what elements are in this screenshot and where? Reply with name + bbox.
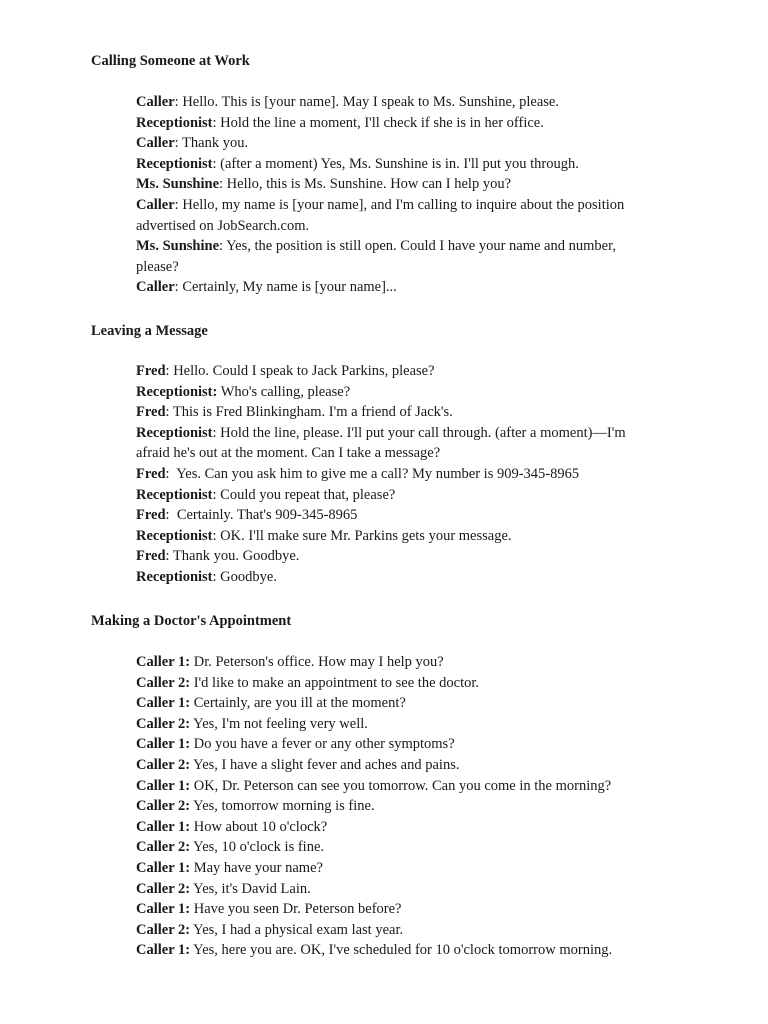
section-title-calling-someone-at-work: Calling Someone at Work (91, 53, 250, 69)
dialog-line (136, 402, 656, 423)
dialog-line (136, 92, 656, 113)
speaker-name: Caller 2: (136, 880, 191, 897)
speaker-name: Caller (136, 279, 175, 296)
speaker-name: Caller 1: (136, 942, 191, 959)
dialog-line (136, 526, 656, 547)
speaker-name: Caller (136, 94, 175, 110)
speaker-name: Caller (136, 196, 175, 213)
speaker-name: Ms. Sunshine (136, 176, 220, 193)
speaker-name: Caller 2: (136, 715, 191, 732)
speaker-name: Caller (136, 135, 175, 152)
speaker-separator: : (212, 424, 217, 441)
speaker-name: Caller 1: (136, 695, 191, 712)
speaker-name: Caller 2: (136, 921, 191, 938)
line-text: Could you repeat that, please? (216, 486, 396, 503)
line-text: Thank you. (178, 135, 249, 152)
dialog-line (136, 817, 656, 838)
line-text: Hold the line, please. I'll put your call through. (after a moment)—I'm afraid he's out at the moment. Can I take a message? (136, 424, 626, 462)
dialog-line (136, 195, 656, 236)
dialog-line (136, 652, 656, 673)
dialog-line (136, 423, 656, 464)
line-text: Certainly. That's 909-345-8965 (169, 507, 358, 524)
dialog-leaving-a-message (136, 361, 656, 588)
speaker-separator: : (219, 238, 224, 255)
speaker-separator: : (212, 155, 217, 172)
line-text: Dr. Peterson's office. How may I help you? (190, 654, 444, 670)
line-text: OK. I'll make sure Mr. Parkins gets your message. (216, 527, 512, 544)
speaker-name: Receptionist: (136, 383, 218, 400)
line-text: Yes, tomorrow morning is fine. (190, 798, 375, 815)
line-text: May have your name? (190, 859, 323, 876)
speaker-name: Fred (136, 507, 166, 524)
speaker-name: Receptionist (136, 424, 213, 441)
dialog-line (136, 920, 656, 941)
dialog-line (136, 133, 656, 154)
dialog-line (136, 382, 656, 403)
dialog-line (136, 899, 656, 920)
dialog-line (136, 673, 656, 694)
speaker-name: Receptionist (136, 486, 213, 503)
line-text: Thank you. Goodbye. (169, 548, 300, 565)
dialog-line (136, 505, 656, 526)
dialog-line (136, 858, 656, 879)
dialog-line (136, 236, 656, 277)
speaker-name: Fred (136, 465, 166, 482)
dialog-line (136, 154, 656, 175)
speaker-separator: : (174, 196, 179, 213)
speaker-name: Caller 1: (136, 901, 191, 918)
line-text: Do you have a fever or any other symptoms? (190, 736, 455, 753)
speaker-name: Caller 2: (136, 674, 191, 691)
speaker-separator: : (165, 465, 170, 482)
speaker-separator: : (165, 507, 170, 524)
speaker-name: Caller 2: (136, 756, 191, 773)
speaker-name: Caller 2: (136, 839, 191, 856)
speaker-name: Receptionist (136, 527, 213, 544)
dialog-line (136, 734, 656, 755)
line-text: How about 10 o'clock? (190, 818, 328, 835)
line-text: Hello, my name is [your name], and I'm calling to inquire about the position advertised on JobSearch.com. (136, 196, 625, 234)
speaker-name: Receptionist (136, 114, 213, 131)
speaker-separator: : (212, 527, 217, 544)
dialog-line (136, 361, 656, 382)
line-text: Yes, it's David Lain. (190, 880, 311, 897)
dialog-line (136, 567, 656, 588)
speaker-name: Caller 1: (136, 818, 191, 835)
speaker-name: Caller 1: (136, 777, 191, 794)
speaker-name: Caller 1: (136, 736, 191, 753)
speaker-separator: : (212, 568, 217, 585)
speaker-name: Ms. Sunshine (136, 238, 220, 255)
speaker-separator: : (212, 486, 217, 503)
section-title-leaving-a-message: Leaving a Message (91, 323, 208, 339)
line-text: Yes, here you are. OK, I've scheduled for 10 o'clock tomorrow morning. (190, 942, 613, 959)
dialog-line (136, 879, 656, 900)
dialog-line (136, 755, 656, 776)
line-text: I'd like to make an appointment to see the doctor. (190, 674, 480, 691)
line-text: Yes. Can you ask him to give me a call? My number is 909-345-8965 (169, 465, 580, 482)
line-text: Who's calling, please? (217, 383, 351, 400)
speaker-separator: : (219, 176, 224, 193)
line-text: Goodbye. (216, 568, 277, 585)
dialog-line (136, 837, 656, 858)
speaker-name: Fred (136, 548, 166, 565)
line-text: Yes, I had a physical exam last year. (190, 921, 404, 938)
speaker-separator: : (174, 94, 179, 110)
line-text: Yes, the position is still open. Could I have your name and number, please? (136, 238, 616, 275)
dialog-line (136, 277, 656, 298)
speaker-separator: : (165, 363, 170, 379)
dialog-line (136, 796, 656, 817)
speaker-separator: : (174, 135, 179, 152)
speaker-name: Caller 2: (136, 798, 191, 815)
speaker-name: Fred (136, 363, 166, 379)
speaker-name: Caller 1: (136, 654, 191, 670)
speaker-separator: : (212, 114, 217, 131)
dialog-line (136, 546, 656, 567)
dialog-line (136, 174, 656, 195)
section-title-making-a-doctors-appointment: Making a Doctor's Appointment (91, 613, 292, 629)
dialog-line (136, 464, 656, 485)
line-text: Hello, this is Ms. Sunshine. How can I help you? (223, 176, 512, 193)
line-text: Certainly, are you ill at the moment? (190, 695, 406, 712)
line-text: Yes, 10 o'clock is fine. (190, 839, 325, 856)
line-text: Yes, I have a slight fever and aches and pains. (190, 756, 460, 773)
speaker-name: Caller 1: (136, 859, 191, 876)
speaker-separator: : (165, 404, 170, 421)
speaker-name: Receptionist (136, 568, 213, 585)
dialog-line (136, 940, 656, 961)
speaker-name: Fred (136, 404, 166, 421)
line-text: OK, Dr. Peterson can see you tomorrow. Can you come in the morning? (190, 777, 612, 794)
dialog-making-a-doctors-appointment (136, 652, 656, 961)
dialog-line (136, 714, 656, 735)
line-text: Have you seen Dr. Peterson before? (190, 901, 402, 918)
speaker-separator: : (165, 548, 170, 565)
dialog-line (136, 485, 656, 506)
line-text: Hello. Could I speak to Jack Parkins, please? (169, 363, 435, 379)
line-text: Hold the line a moment, I'll check if she is in her office. (216, 114, 544, 131)
line-text: Certainly, My name is [your name]... (178, 279, 397, 296)
speaker-separator: : (174, 279, 179, 296)
line-text: This is Fred Blinkingham. I'm a friend of Jack's. (169, 404, 453, 421)
line-text: Hello. This is [your name]. May I speak to Ms. Sunshine, please. (178, 94, 559, 110)
line-text: (after a moment) Yes, Ms. Sunshine is in. I'll put you through. (216, 155, 579, 172)
dialog-line (136, 113, 656, 134)
dialog-line (136, 693, 656, 714)
speaker-name: Receptionist (136, 155, 213, 172)
dialog-line (136, 776, 656, 797)
dialog-calling-someone-at-work (136, 92, 656, 298)
line-text: Yes, I'm not feeling very well. (190, 715, 368, 732)
